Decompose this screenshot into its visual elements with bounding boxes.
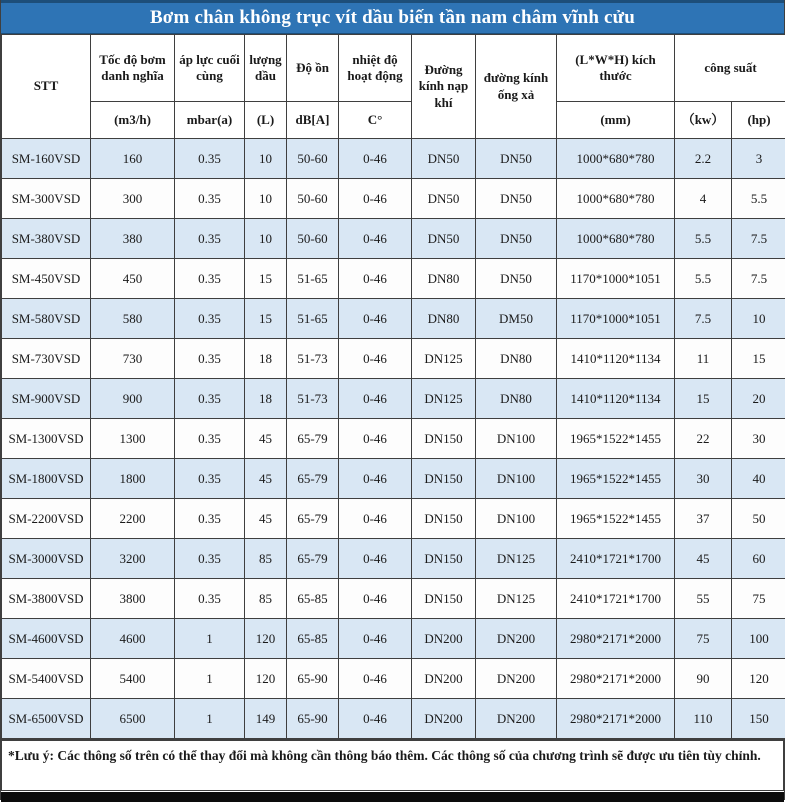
table-cell: 85 <box>245 539 287 579</box>
table-cell: 0.35 <box>175 499 245 539</box>
table-cell: 65-90 <box>287 659 339 699</box>
table-cell: DN80 <box>476 379 557 419</box>
table-cell: 0.35 <box>175 339 245 379</box>
table-cell: 7.5 <box>732 219 785 259</box>
table-cell: 45 <box>245 459 287 499</box>
unit-power-kw: （kw） <box>675 102 732 139</box>
table-cell: 2410*1721*1700 <box>557 539 675 579</box>
table-row <box>2 619 785 659</box>
table-cell: DN50 <box>476 139 557 179</box>
table-cell: 1 <box>175 619 245 659</box>
table-cell: 15 <box>245 299 287 339</box>
table-cell: 30 <box>675 459 732 499</box>
table-cell: 0.35 <box>175 419 245 459</box>
unit-power-hp: (hp) <box>732 102 785 139</box>
table-cell: 1170*1000*1051 <box>557 299 675 339</box>
table-cell: 110 <box>675 699 732 739</box>
table-cell: 3 <box>732 139 785 179</box>
table-cell: 0-46 <box>339 579 412 619</box>
spec-table-header <box>2 35 785 139</box>
table-cell: 5400 <box>91 659 175 699</box>
footnote: *Lưu ý: Các thông số trên có thể thay đổi mà không cần thông báo thêm. Các thông số của chương trình sẽ được ưu tiên tùy chỉnh. <box>1 739 784 791</box>
table-cell: 50-60 <box>287 179 339 219</box>
table-cell: 5.5 <box>732 179 785 219</box>
table-cell: DN125 <box>476 579 557 619</box>
table-cell: 20 <box>732 379 785 419</box>
table-row <box>2 419 785 459</box>
table-cell: 1965*1522*1455 <box>557 499 675 539</box>
model-cell: SM-3000VSD <box>2 539 91 579</box>
table-cell: 0-46 <box>339 619 412 659</box>
table-cell: 0-46 <box>339 419 412 459</box>
table-cell: 0.35 <box>175 579 245 619</box>
bottom-bar <box>1 792 784 802</box>
table-cell: 11 <box>675 339 732 379</box>
table-cell: 1000*680*780 <box>557 219 675 259</box>
model-cell: SM-2200VSD <box>2 499 91 539</box>
table-cell: 100 <box>732 619 785 659</box>
table-cell: 0-46 <box>339 539 412 579</box>
table-cell: 6500 <box>91 699 175 739</box>
table-cell: 150 <box>732 699 785 739</box>
table-cell: DN200 <box>476 699 557 739</box>
table-cell: 149 <box>245 699 287 739</box>
table-row <box>2 499 785 539</box>
table-cell: 45 <box>245 419 287 459</box>
model-cell: SM-1800VSD <box>2 459 91 499</box>
unit-operating-temp: C° <box>339 102 412 139</box>
table-cell: 3200 <box>91 539 175 579</box>
table-cell: 22 <box>675 419 732 459</box>
table-cell: 65-79 <box>287 499 339 539</box>
table-cell: 2410*1721*1700 <box>557 579 675 619</box>
unit-dimensions: (mm) <box>557 102 675 139</box>
table-cell: 65-85 <box>287 579 339 619</box>
table-cell: 3800 <box>91 579 175 619</box>
table-cell: DN50 <box>476 259 557 299</box>
table-cell: 0.35 <box>175 179 245 219</box>
col-header-pump-speed: Tốc độ bơm danh nghĩa <box>91 35 175 102</box>
table-cell: 75 <box>732 579 785 619</box>
col-header-dimensions: (L*W*H) kích thước <box>557 35 675 102</box>
table-cell: 1170*1000*1051 <box>557 259 675 299</box>
table-cell: 1965*1522*1455 <box>557 419 675 459</box>
page-title: Bơm chân không trục vít dầu biến tần nam châm vĩnh cửu <box>150 7 635 29</box>
table-cell: 730 <box>91 339 175 379</box>
table-cell: DN80 <box>476 339 557 379</box>
model-cell: SM-900VSD <box>2 379 91 419</box>
table-cell: 120 <box>245 659 287 699</box>
model-cell: SM-5400VSD <box>2 659 91 699</box>
table-cell: 0.35 <box>175 299 245 339</box>
unit-oil-amount: (L) <box>245 102 287 139</box>
table-cell: 0-46 <box>339 699 412 739</box>
table-cell: 40 <box>732 459 785 499</box>
col-header-exhaust-diameter: đường kính ống xả <box>476 35 557 139</box>
table-cell: 7.5 <box>675 299 732 339</box>
table-cell: 55 <box>675 579 732 619</box>
table-cell: 0-46 <box>339 499 412 539</box>
table-cell: DN50 <box>476 219 557 259</box>
table-cell: 51-65 <box>287 299 339 339</box>
table-row <box>2 139 785 179</box>
table-cell: 0-46 <box>339 219 412 259</box>
table-cell: 65-79 <box>287 459 339 499</box>
table-cell: 45 <box>675 539 732 579</box>
table-cell: 120 <box>245 619 287 659</box>
table-cell: 75 <box>675 619 732 659</box>
table-row <box>2 299 785 339</box>
table-cell: 30 <box>732 419 785 459</box>
table-cell: 0-46 <box>339 659 412 699</box>
table-cell: 450 <box>91 259 175 299</box>
table-cell: DN150 <box>412 459 476 499</box>
table-cell: DN100 <box>476 499 557 539</box>
table-row <box>2 259 785 299</box>
table-cell: 5.5 <box>675 219 732 259</box>
table-cell: 50-60 <box>287 219 339 259</box>
table-cell: 0-46 <box>339 139 412 179</box>
table-cell: 0.35 <box>175 219 245 259</box>
table-row <box>2 539 785 579</box>
table-cell: 900 <box>91 379 175 419</box>
table-cell: 0-46 <box>339 459 412 499</box>
table-cell: 65-85 <box>287 619 339 659</box>
table-cell: 15 <box>675 379 732 419</box>
table-cell: 160 <box>91 139 175 179</box>
table-cell: 1800 <box>91 459 175 499</box>
table-cell: DN150 <box>412 419 476 459</box>
table-cell: 1965*1522*1455 <box>557 459 675 499</box>
model-cell: SM-450VSD <box>2 259 91 299</box>
table-cell: 2.2 <box>675 139 732 179</box>
unit-final-pressure: mbar(a) <box>175 102 245 139</box>
table-cell: DM50 <box>476 299 557 339</box>
table-cell: 10 <box>245 139 287 179</box>
model-cell: SM-580VSD <box>2 299 91 339</box>
model-cell: SM-1300VSD <box>2 419 91 459</box>
table-row <box>2 219 785 259</box>
table-row <box>2 379 785 419</box>
table-cell: DN50 <box>476 179 557 219</box>
table-row <box>2 699 785 739</box>
table-cell: 4 <box>675 179 732 219</box>
table-cell: 0-46 <box>339 259 412 299</box>
table-cell: 65-79 <box>287 419 339 459</box>
table-cell: 5.5 <box>675 259 732 299</box>
table-cell: 0.35 <box>175 259 245 299</box>
table-cell: DN150 <box>412 539 476 579</box>
table-row <box>2 579 785 619</box>
table-cell: 15 <box>732 339 785 379</box>
table-cell: 1410*1120*1134 <box>557 379 675 419</box>
table-cell: DN80 <box>412 299 476 339</box>
table-cell: 51-65 <box>287 259 339 299</box>
table-cell: DN200 <box>476 659 557 699</box>
table-cell: 1000*680*780 <box>557 179 675 219</box>
table-cell: 2200 <box>91 499 175 539</box>
table-cell: 51-73 <box>287 339 339 379</box>
table-row <box>2 459 785 499</box>
model-cell: SM-380VSD <box>2 219 91 259</box>
table-cell: 0-46 <box>339 299 412 339</box>
table-cell: 60 <box>732 539 785 579</box>
table-cell: DN50 <box>412 219 476 259</box>
table-cell: 2980*2171*2000 <box>557 659 675 699</box>
table-cell: 7.5 <box>732 259 785 299</box>
model-cell: SM-300VSD <box>2 179 91 219</box>
table-row <box>2 339 785 379</box>
table-cell: 10 <box>732 299 785 339</box>
table-cell: 10 <box>245 179 287 219</box>
col-header-operating-temp: nhiệt độ hoạt động <box>339 35 412 102</box>
table-cell: DN100 <box>476 459 557 499</box>
table-cell: 37 <box>675 499 732 539</box>
model-cell: SM-160VSD <box>2 139 91 179</box>
table-cell: 45 <box>245 499 287 539</box>
table-cell: DN200 <box>412 659 476 699</box>
table-cell: 0.35 <box>175 539 245 579</box>
table-cell: 0.35 <box>175 139 245 179</box>
table-cell: DN80 <box>412 259 476 299</box>
table-cell: 1 <box>175 659 245 699</box>
table-cell: 50-60 <box>287 139 339 179</box>
table-cell: 0.35 <box>175 459 245 499</box>
table-cell: 380 <box>91 219 175 259</box>
table-cell: 51-73 <box>287 379 339 419</box>
header-row-units <box>2 102 785 139</box>
table-cell: DN200 <box>412 699 476 739</box>
model-cell: SM-6500VSD <box>2 699 91 739</box>
spec-table-body <box>2 139 785 739</box>
table-cell: DN125 <box>412 379 476 419</box>
model-cell: SM-3800VSD <box>2 579 91 619</box>
table-cell: DN200 <box>412 619 476 659</box>
col-header-stt: STT <box>2 35 91 139</box>
table-cell: 1410*1120*1134 <box>557 339 675 379</box>
col-header-intake-diameter: Đường kính nạp khí <box>412 35 476 139</box>
table-cell: 90 <box>675 659 732 699</box>
table-cell: 0-46 <box>339 339 412 379</box>
table-cell: DN100 <box>476 419 557 459</box>
header-row-labels <box>2 35 785 102</box>
table-cell: DN50 <box>412 179 476 219</box>
table-cell: DN125 <box>412 339 476 379</box>
table-cell: 1300 <box>91 419 175 459</box>
spec-table <box>1 34 785 739</box>
table-cell: 50 <box>732 499 785 539</box>
table-cell: 1 <box>175 699 245 739</box>
table-cell: 85 <box>245 579 287 619</box>
table-cell: 300 <box>91 179 175 219</box>
table-cell: 4600 <box>91 619 175 659</box>
unit-pump-speed: (m3/h) <box>91 102 175 139</box>
table-cell: 18 <box>245 339 287 379</box>
table-cell: DN150 <box>412 579 476 619</box>
table-cell: DN200 <box>476 619 557 659</box>
table-cell: 18 <box>245 379 287 419</box>
table-row <box>2 659 785 699</box>
table-cell: 65-90 <box>287 699 339 739</box>
table-cell: 1000*680*780 <box>557 139 675 179</box>
table-cell: DN50 <box>412 139 476 179</box>
table-cell: 10 <box>245 219 287 259</box>
table-cell: 65-79 <box>287 539 339 579</box>
table-cell: 580 <box>91 299 175 339</box>
table-cell: 15 <box>245 259 287 299</box>
title-bar <box>1 0 784 34</box>
table-cell: 2980*2171*2000 <box>557 699 675 739</box>
table-cell: 0-46 <box>339 179 412 219</box>
table-cell: 0-46 <box>339 379 412 419</box>
model-cell: SM-730VSD <box>2 339 91 379</box>
col-header-power: công suất <box>675 35 785 102</box>
table-cell: DN125 <box>476 539 557 579</box>
table-cell: 2980*2171*2000 <box>557 619 675 659</box>
table-cell: 0.35 <box>175 379 245 419</box>
model-cell: SM-4600VSD <box>2 619 91 659</box>
col-header-final-pressure: áp lực cuối cùng <box>175 35 245 102</box>
table-cell: 120 <box>732 659 785 699</box>
col-header-oil-amount: lượng dầu <box>245 35 287 102</box>
table-row <box>2 179 785 219</box>
col-header-noise: Độ ồn <box>287 35 339 102</box>
table-cell: DN150 <box>412 499 476 539</box>
unit-noise: dB[A] <box>287 102 339 139</box>
